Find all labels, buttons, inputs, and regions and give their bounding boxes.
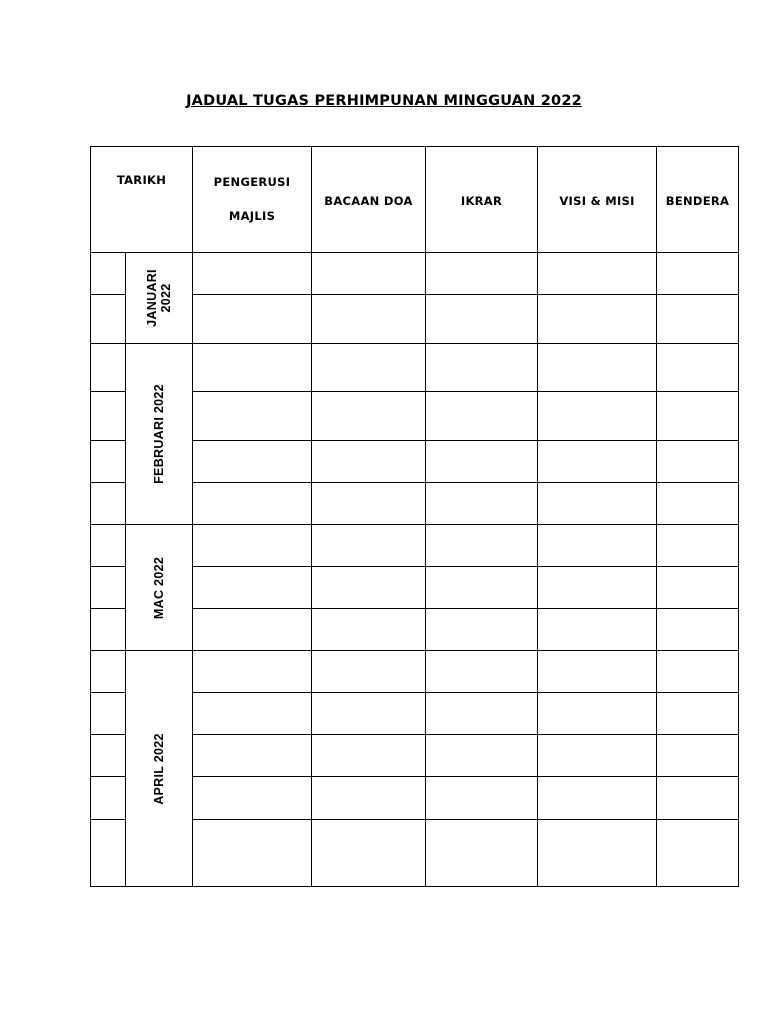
header-bacaan-doa: [312, 147, 426, 253]
date-cell: [91, 295, 126, 344]
duty-cell-bacaan-doa: [312, 567, 426, 609]
date-cell: [91, 253, 126, 295]
duty-cell-bendera: [657, 483, 739, 525]
month-label-line2: 2022: [159, 283, 173, 313]
duty-cell-bendera: [657, 344, 739, 392]
date-cell: [91, 651, 126, 693]
schedule-row: [91, 651, 739, 693]
duty-cell-visi-misi: [538, 693, 657, 735]
duty-cell-bendera: [657, 777, 739, 820]
duty-cell-pengerusi-majlis: [193, 693, 312, 735]
date-cell: [91, 609, 126, 651]
date-cell: [91, 483, 126, 525]
duty-cell-ikrar: [426, 253, 538, 295]
month-label-line1: APRIL 2022: [152, 732, 166, 805]
duty-cell-visi-misi: [538, 777, 657, 820]
document-title: JADUAL TUGAS PERHIMPUNAN MINGGUAN 2022: [186, 93, 582, 109]
duty-cell-bacaan-doa: [312, 651, 426, 693]
duty-cell-ikrar: [426, 735, 538, 777]
duty-cell-bacaan-doa: [312, 609, 426, 651]
duty-cell-pengerusi-majlis: [193, 651, 312, 693]
header-visi-misi: [538, 147, 657, 253]
duty-cell-visi-misi: [538, 651, 657, 693]
duty-cell-visi-misi: [538, 253, 657, 295]
date-cell: [91, 777, 126, 820]
duty-cell-visi-misi: [538, 441, 657, 483]
duty-cell-ikrar: [426, 344, 538, 392]
duty-cell-bendera: [657, 651, 739, 693]
date-cell: [91, 525, 126, 567]
header-visi-misi-label: VISI & MISI: [559, 194, 635, 208]
duty-cell-visi-misi: [538, 735, 657, 777]
duty-cell-visi-misi: [538, 567, 657, 609]
duty-cell-bendera: [657, 295, 739, 344]
month-cell-april: [126, 651, 193, 887]
date-cell: [91, 567, 126, 609]
date-cell: [91, 344, 126, 392]
duty-cell-ikrar: [426, 777, 538, 820]
duty-cell-bacaan-doa: [312, 735, 426, 777]
duty-cell-bendera: [657, 609, 739, 651]
duty-cell-bacaan-doa: [312, 392, 426, 441]
duty-cell-pengerusi-majlis: [193, 525, 312, 567]
duty-cell-ikrar: [426, 295, 538, 344]
duty-cell-bacaan-doa: [312, 344, 426, 392]
duty-cell-bendera: [657, 693, 739, 735]
month-label-line1: JANUARI: [145, 269, 159, 327]
schedule-row: [91, 253, 739, 295]
header-row: [91, 147, 739, 253]
header-ikrar-label: IKRAR: [460, 194, 503, 208]
header-tarikh-label: TARIKH: [116, 173, 167, 187]
duty-cell-ikrar: [426, 392, 538, 441]
schedule-row: [91, 525, 739, 567]
duty-cell-visi-misi: [538, 525, 657, 567]
header-ikrar: [426, 147, 538, 253]
duty-cell-ikrar: [426, 651, 538, 693]
duty-cell-pengerusi-majlis: [193, 295, 312, 344]
month-label-line1: MAC 2022: [152, 556, 166, 619]
duty-cell-bendera: [657, 567, 739, 609]
month-label: [152, 384, 166, 484]
duty-cell-bacaan-doa: [312, 777, 426, 820]
duty-cell-ikrar: [426, 483, 538, 525]
duty-cell-pengerusi-majlis: [193, 820, 312, 887]
date-cell: [91, 735, 126, 777]
duty-cell-pengerusi-majlis: [193, 567, 312, 609]
duty-cell-pengerusi-majlis: [193, 441, 312, 483]
month-cell-januari: [126, 253, 193, 344]
month-cell-mac: [126, 525, 193, 651]
duty-cell-pengerusi-majlis: [193, 392, 312, 441]
duty-cell-visi-misi: [538, 344, 657, 392]
month-cell-februari: [126, 344, 193, 525]
duty-cell-pengerusi-majlis: [193, 735, 312, 777]
date-cell: [91, 820, 126, 887]
header-bendera: [657, 147, 739, 253]
duty-cell-bacaan-doa: [312, 525, 426, 567]
duty-cell-bendera: [657, 392, 739, 441]
duty-cell-bacaan-doa: [312, 483, 426, 525]
date-cell: [91, 392, 126, 441]
schedule-row: [91, 344, 739, 392]
duty-cell-ikrar: [426, 609, 538, 651]
duty-cell-bendera: [657, 253, 739, 295]
header-pengerusi-label: PENGERUSI: [213, 175, 291, 189]
duty-cell-visi-misi: [538, 295, 657, 344]
date-cell: [91, 693, 126, 735]
duty-cell-ikrar: [426, 820, 538, 887]
month-label-line1: FEBRUARI 2022: [152, 384, 166, 484]
duty-cell-pengerusi-majlis: [193, 609, 312, 651]
duty-cell-bendera: [657, 441, 739, 483]
duty-cell-bacaan-doa: [312, 253, 426, 295]
duty-cell-ikrar: [426, 567, 538, 609]
duty-cell-bacaan-doa: [312, 295, 426, 344]
duty-cell-visi-misi: [538, 483, 657, 525]
header-majlis-label: MAJLIS: [228, 209, 276, 223]
duty-cell-pengerusi-majlis: [193, 344, 312, 392]
header-tarikh: [91, 147, 193, 253]
header-pengerusi-majlis: [193, 147, 312, 253]
header-bendera-label: BENDERA: [665, 194, 730, 208]
duty-cell-visi-misi: [538, 609, 657, 651]
duty-cell-bendera: [657, 735, 739, 777]
duty-cell-bacaan-doa: [312, 693, 426, 735]
duty-cell-pengerusi-majlis: [193, 483, 312, 525]
duty-cell-ikrar: [426, 693, 538, 735]
duty-cell-visi-misi: [538, 392, 657, 441]
duty-cell-pengerusi-majlis: [193, 777, 312, 820]
duty-cell-bacaan-doa: [312, 820, 426, 887]
duty-schedule-table: [90, 146, 739, 887]
date-cell: [91, 441, 126, 483]
duty-cell-visi-misi: [538, 820, 657, 887]
duty-cell-ikrar: [426, 525, 538, 567]
duty-cell-bendera: [657, 525, 739, 567]
duty-cell-bendera: [657, 820, 739, 887]
month-label: [152, 556, 166, 618]
duty-cell-pengerusi-majlis: [193, 253, 312, 295]
header-bacaan-doa-label: BACAAN DOA: [324, 194, 413, 208]
duty-cell-ikrar: [426, 441, 538, 483]
duty-cell-bacaan-doa: [312, 441, 426, 483]
month-label: [152, 733, 166, 805]
month-label: [145, 269, 173, 327]
